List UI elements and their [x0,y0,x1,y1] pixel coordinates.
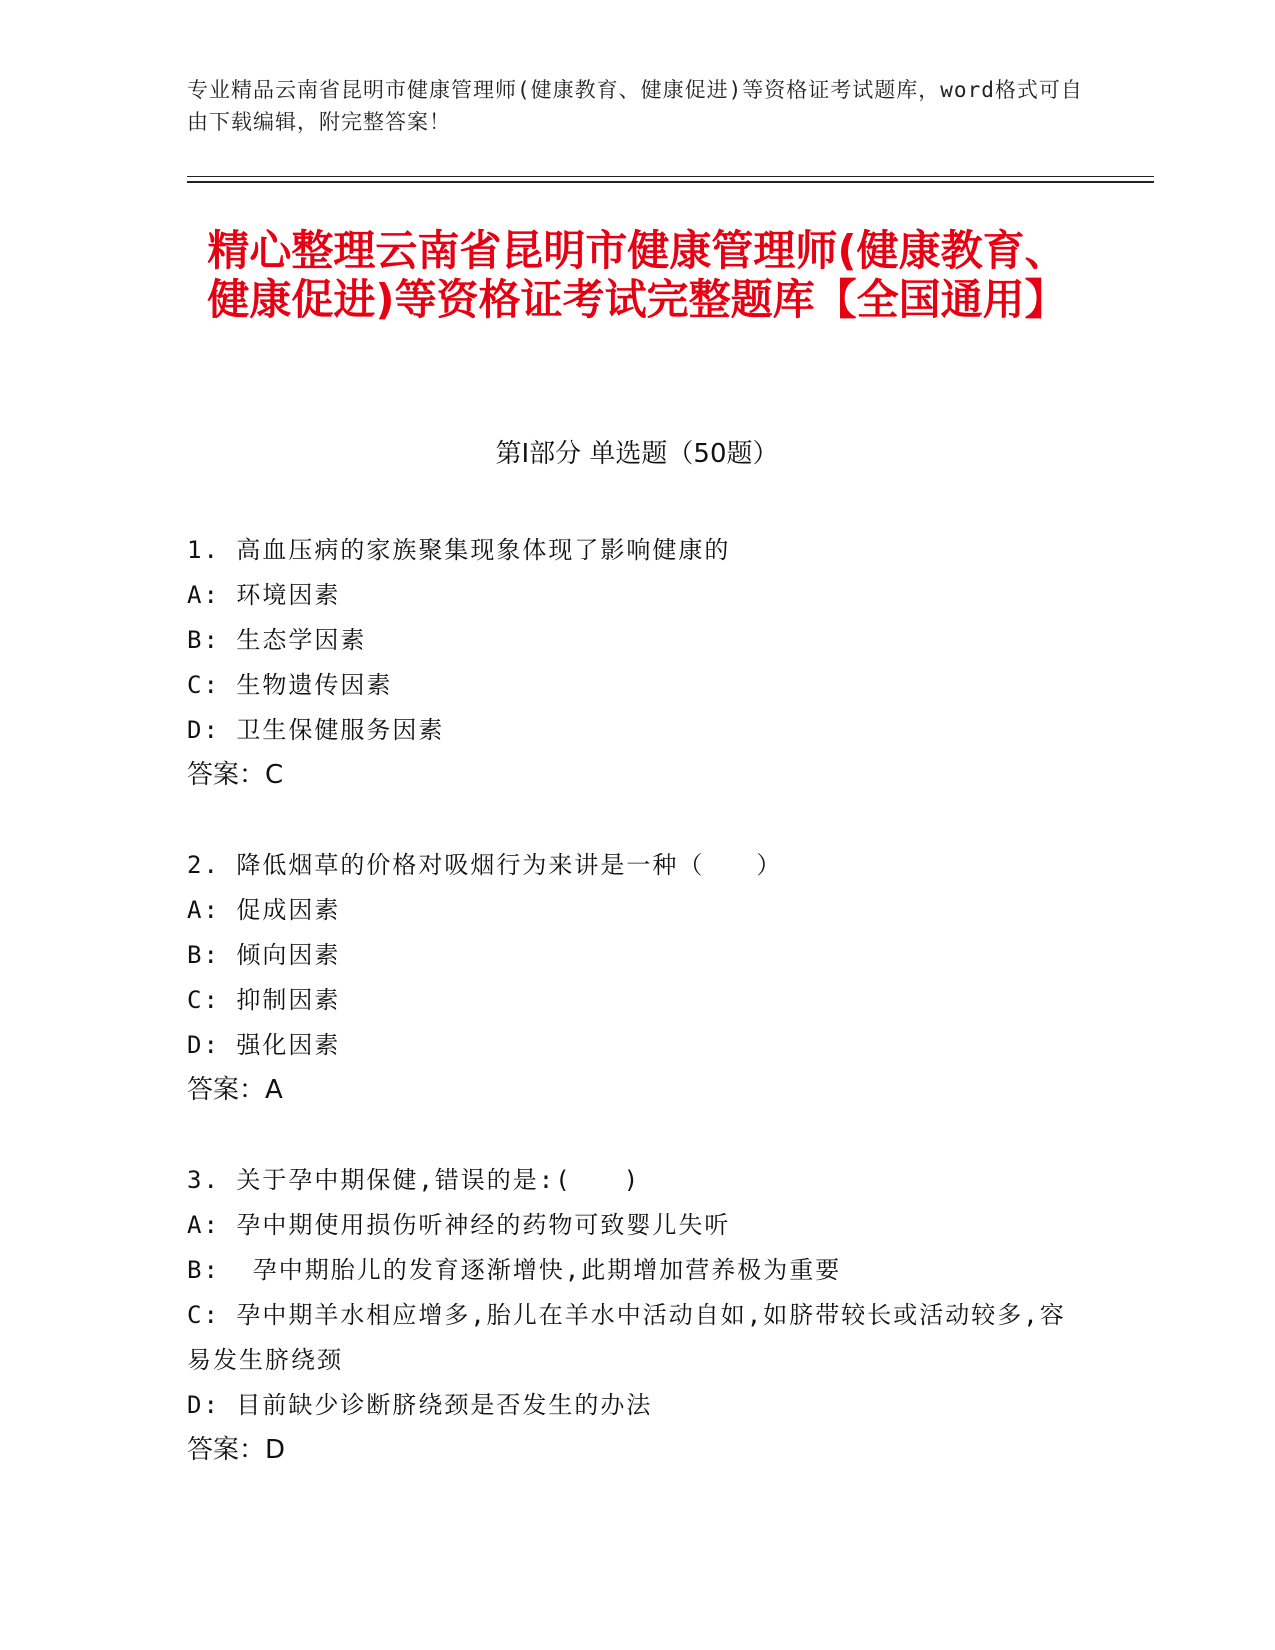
answer: 答案：A [187,1075,283,1105]
question-stem: 1. 高血压病的家族聚集现象体现了影响健康的 [187,536,731,564]
answer: 答案：D [187,1435,286,1465]
option-a: A: 孕中期使用损伤听神经的药物可致婴儿失听 [187,1211,731,1239]
option-a: A: 环境因素 [187,581,341,609]
option-c: C: 生物遗传因素 [187,671,393,699]
question-1 [187,528,1087,798]
question-list [187,528,1087,1518]
answer: 答案：C [187,760,284,790]
option-d: D: 强化因素 [187,1031,341,1059]
option-b: B: 孕中期胎儿的发育逐渐增快,此期增加营养极为重要 [187,1256,842,1284]
question-3 [187,1158,1087,1473]
question-stem: 2. 降低烟草的价格对吸烟行为来讲是一种（ ） [187,851,783,879]
document-title: 精心整理云南省昆明市健康管理师(健康教育、健康促进)等资格证考试完整题库【全国通用】 [207,226,1067,324]
header-rule-thin [187,176,1154,177]
option-b: B: 生态学因素 [187,626,367,654]
option-b: B: 倾向因素 [187,941,341,969]
option-d: D: 目前缺少诊断脐绕颈是否发生的办法 [187,1391,653,1419]
option-d: D: 卫生保健服务因素 [187,716,445,744]
question-2 [187,843,1087,1113]
option-c: C: 孕中期羊水相应增多,胎儿在羊水中活动自如,如脐带较长或活动较多,容易发生脐绕颈 [187,1301,1066,1374]
header-note: 专业精品云南省昆明市健康管理师(健康教育、健康促进)等资格证考试题库，word格式可自由下载编辑，附完整答案！ [187,78,1083,134]
option-a: A: 促成因素 [187,896,341,924]
option-c: C: 抑制因素 [187,986,341,1014]
header-rule-thick [187,181,1154,183]
question-stem: 3. 关于孕中期保健,错误的是:( ) [187,1166,641,1194]
section-title: 第Ⅰ部分 单选题（50题） [495,439,779,469]
